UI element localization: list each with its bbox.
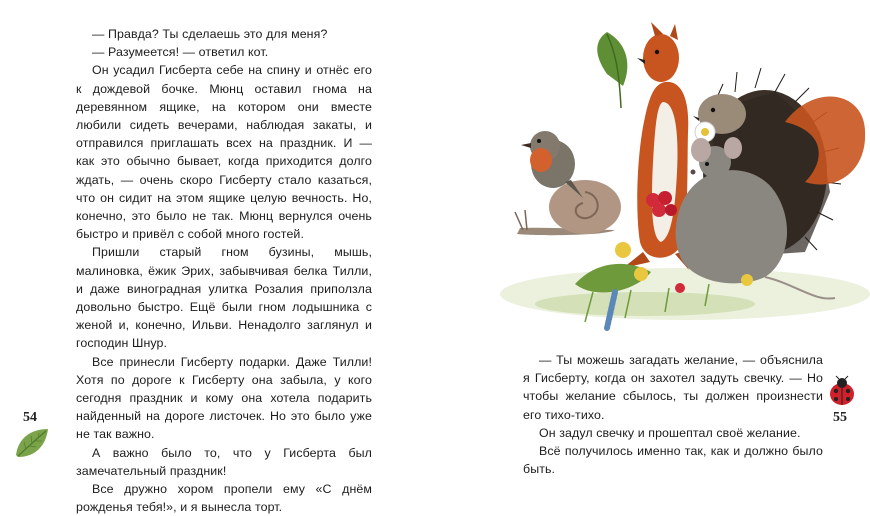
leaf-decoration-icon [12,425,52,461]
paragraph: — Разумеется! — ответил кот. [92,45,269,60]
paragraph: А важно было то, что у Гисберта был замечательный праздник! [76,445,372,478]
right-page [435,0,870,481]
paragraph: Он задул свечку и прошептал своё желание. [539,425,801,440]
left-page [0,0,435,515]
ladybug-icon [825,375,859,409]
paragraph: Он усадил Гисберта себе на спину и отнёс его к дождевой бочке. Мюнц оставил гнома на деревянном ящике, на котором они вместе любили сидеть вечерами, наблюдая закаты, и отправился приглашать всех на праздник. И — как это обычно бывает, когда приходится долго ждать, — очень скоро Гисберту стало казаться, что он сидит на этом ящике целую вечность. Но, конечно, это было не так. Мюнц вернулся очень быстро и привёл с собой много гостей. [76,63,372,242]
paragraph: Все принесли Гисберту подарки. Даже Тилли! Хотя по дороге к Гисберту она забыла, у кого сегодня праздник и кому она хотела подарить найденный на дороге листочек. Но это было уже не так важно. [76,354,372,442]
paragraph: Все дружно хором пропели ему «С днём рожденья тебя!», и я вынесла торт. [76,482,372,515]
left-page-text [76,25,372,516]
page-number-right: 55 [833,410,847,425]
snail-icon [515,180,621,235]
paragraph: Пришли старый гном бузины, мышь, малиновка, ёжик Эрих, забывчивая белка Тилли, и даже виноградная улитка Розалия приползла довольно быстро. Ещё были гном лодышника с женой и, конечно, Ильви. Ненадолго заглянул и господин Шнур. [76,245,372,351]
paragraph: Всё получилось именно так, как и должно было быть. [523,444,823,477]
page-number-left: 54 [23,410,37,425]
animals-illustration [475,22,870,340]
right-page-text [523,351,823,478]
robin-icon [521,131,583,198]
paragraph: — Ты можешь загадать желание, — объяснила я Гисберту, когда он захотел задуть свечку. — Но чтобы желание сбылось, ты должен произнести его тихо-тихо. [523,353,823,422]
paragraph: — Правда? Ты сделаешь это для меня? [92,27,328,41]
held-leaf-icon [597,32,627,108]
